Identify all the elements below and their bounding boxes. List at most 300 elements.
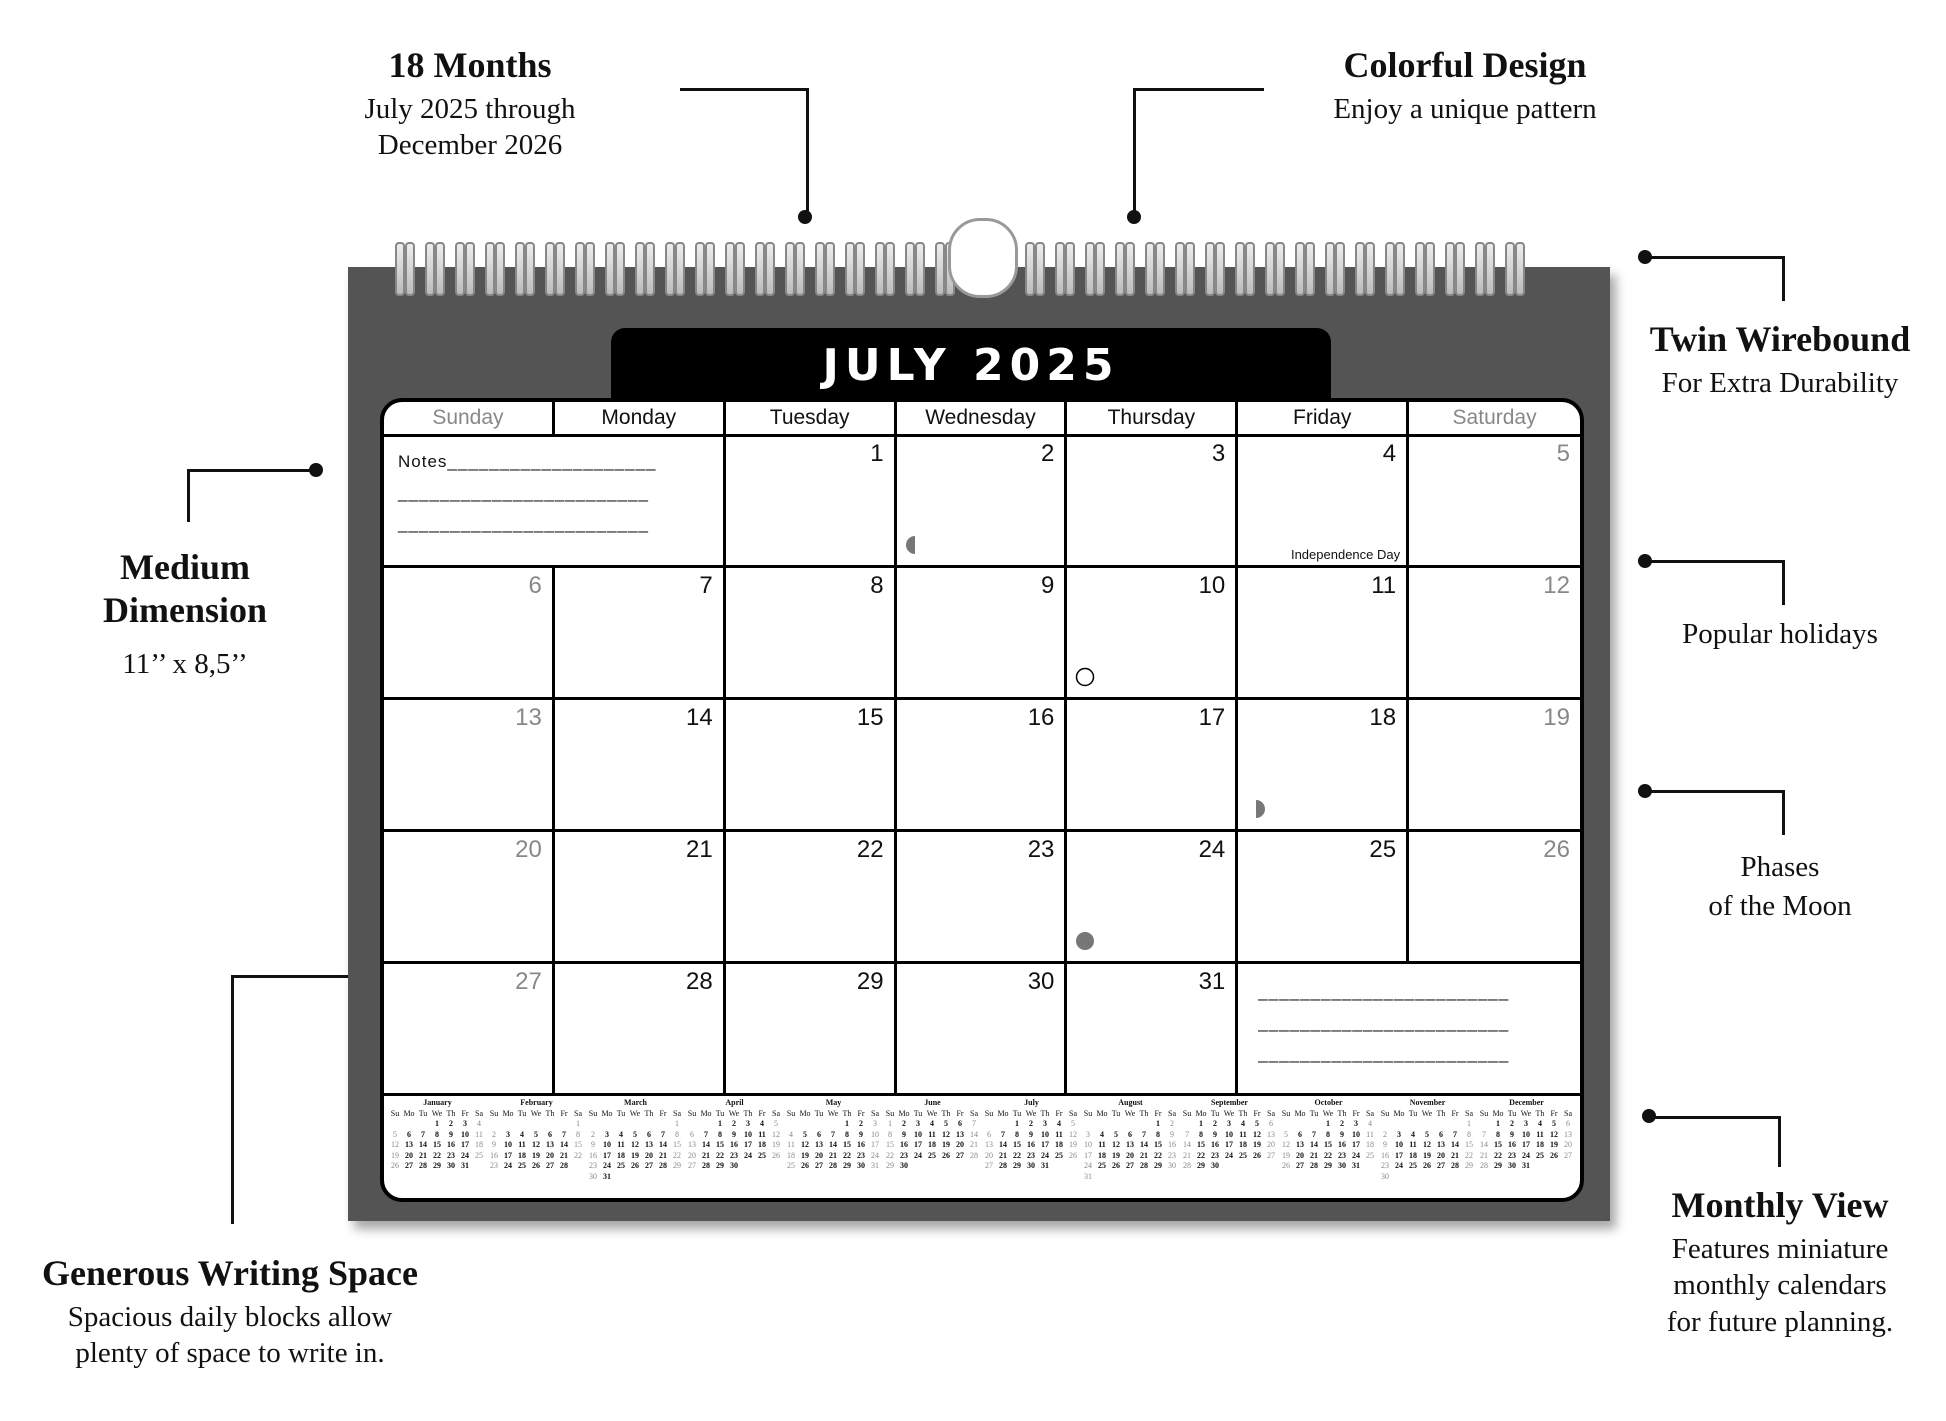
mini-day: 6 [407, 1129, 411, 1139]
mini-day: 9 [1213, 1129, 1217, 1139]
wire-coil [455, 242, 475, 294]
mini-day: 21 [999, 1150, 1007, 1160]
mini-weekday: We [827, 1108, 839, 1118]
mini-calendar-week [784, 1140, 883, 1151]
day-number: 2 [1041, 440, 1055, 467]
mini-day: 19 [942, 1140, 950, 1149]
mini-weekday: Su [1479, 1108, 1489, 1118]
wire-coil [905, 242, 925, 294]
day-number: 30 [1027, 968, 1055, 995]
mini-day [1406, 1119, 1420, 1130]
mini-weekday: We [629, 1108, 641, 1118]
mini-day: 18 [1055, 1140, 1063, 1149]
mini-day: 15 [574, 1140, 582, 1149]
mini-day [1547, 1161, 1561, 1172]
mini-calendar-week [586, 1130, 685, 1141]
mini-day: 4 [789, 1129, 793, 1139]
day-cell[interactable] [1067, 436, 1238, 568]
leader-line [1650, 1116, 1781, 1167]
wire-coil [605, 242, 625, 294]
mini-calendar-week [487, 1151, 586, 1162]
mini-day: 29 [1154, 1161, 1162, 1170]
mini-weekday: Mo [997, 1108, 1009, 1118]
mini-weekday: Su [390, 1108, 400, 1118]
mini-calendar-week [1081, 1130, 1180, 1141]
mini-day: 26 [772, 1150, 780, 1160]
mini-weekday: Th [1337, 1108, 1347, 1118]
mini-day: 6 [958, 1119, 962, 1128]
mini-day [925, 1161, 939, 1172]
mini-day: 13 [546, 1140, 554, 1149]
wire-coil [875, 242, 895, 294]
day-number: 18 [1369, 704, 1397, 731]
mini-day: 29 [1013, 1161, 1021, 1170]
day-cell[interactable] [1409, 436, 1580, 568]
mini-day: 15 [1324, 1140, 1332, 1149]
mini-calendar-month: June [924, 1098, 941, 1107]
mini-day: 1 [845, 1119, 849, 1128]
weekday-label: Wednesday [897, 402, 1068, 434]
mini-day: 25 [787, 1161, 795, 1170]
mini-day: 3 [873, 1119, 877, 1128]
day-cell[interactable] [1238, 436, 1409, 568]
wire-coil [575, 242, 595, 294]
mini-weekday: Tu [418, 1108, 428, 1118]
mini-weekday: We [530, 1108, 542, 1118]
mini-day: 2 [492, 1129, 496, 1139]
mini-day: 6 [548, 1129, 552, 1139]
mini-day: 14 [1310, 1140, 1318, 1149]
mini-calendar-week [784, 1130, 883, 1141]
mini-weekday: Mo [799, 1108, 811, 1118]
mini-day: 10 [504, 1140, 512, 1149]
mini-day: 18 [1239, 1140, 1247, 1149]
callout-subtitle: 11’’ x 8,5’’ [122, 648, 248, 681]
mini-day: 3 [1043, 1119, 1047, 1128]
mini-day: 13 [405, 1140, 413, 1149]
mini-calendar-weekdays [1477, 1109, 1576, 1120]
mini-weekday: Fr [857, 1108, 865, 1118]
mini-weekday: Su [786, 1108, 796, 1118]
mini-day: 26 [1112, 1161, 1120, 1170]
day-cell[interactable] [1409, 832, 1580, 964]
mini-calendar-weekdays [784, 1109, 883, 1120]
mini-weekday: Sa [475, 1108, 483, 1118]
mini-day [699, 1119, 713, 1130]
mini-calendar-week [1279, 1161, 1378, 1172]
mini-day: 20 [1437, 1150, 1445, 1160]
mini-calendar-week [487, 1140, 586, 1151]
mini-day: 25 [617, 1161, 625, 1170]
mini-weekday: Th [941, 1108, 951, 1118]
mini-day: 24 [1522, 1150, 1530, 1160]
day-cell[interactable] [555, 700, 726, 832]
mini-day: 6 [1566, 1119, 1570, 1128]
mini-day: 8 [888, 1129, 892, 1139]
mini-day: 22 [433, 1150, 441, 1160]
mini-calendar-week [1477, 1151, 1576, 1162]
mini-day [586, 1119, 600, 1130]
month-title: JULY 2025 [611, 328, 1331, 406]
mini-weekday: Mo [898, 1108, 910, 1118]
mini-day: 24 [871, 1150, 879, 1160]
mini-day: 1 [1015, 1119, 1019, 1128]
day-cell[interactable] [726, 832, 897, 964]
leader-line [680, 88, 809, 219]
mini-day: 1 [718, 1119, 722, 1128]
mini-weekday: We [431, 1108, 443, 1118]
mini-day: 31 [1352, 1161, 1360, 1170]
mini-day: 16 [1381, 1150, 1389, 1160]
mini-day: 31 [1041, 1161, 1049, 1170]
day-cell[interactable] [384, 568, 555, 700]
callout-subtitle: Phases of the Moon [1708, 851, 1852, 923]
mini-weekday: Su [885, 1108, 895, 1118]
day-cell[interactable] [726, 964, 897, 1096]
leader-dot [1127, 210, 1141, 224]
mini-day: 30 [1211, 1161, 1219, 1170]
mini-day: 22 [1324, 1150, 1332, 1160]
mini-day: 29 [1197, 1161, 1205, 1170]
mini-day: 12 [1069, 1129, 1077, 1139]
callout-subtitle: Enjoy a unique pattern [1333, 93, 1597, 126]
mini-day: 20 [956, 1140, 964, 1149]
mini-day: 17 [744, 1140, 752, 1149]
mini-day [826, 1119, 840, 1130]
weekday-label: Thursday [1067, 402, 1238, 434]
wire-coil [815, 242, 835, 294]
day-number: 10 [1198, 572, 1226, 599]
mini-day [784, 1119, 798, 1130]
mini-calendar [1180, 1098, 1279, 1196]
day-cell[interactable] [1409, 568, 1580, 700]
mini-calendar-week [1279, 1130, 1378, 1141]
mini-day: 12 [772, 1129, 780, 1139]
day-number: 22 [856, 836, 884, 863]
day-cell[interactable] [1067, 964, 1238, 1096]
mini-day: 3 [463, 1119, 467, 1128]
mini-calendar-weekdays [1180, 1109, 1279, 1120]
mini-day: 17 [1084, 1150, 1092, 1160]
mini-day [388, 1119, 402, 1130]
mini-day: 11 [1366, 1129, 1374, 1139]
mini-day: 13 [956, 1129, 964, 1139]
day-cell[interactable] [384, 700, 555, 832]
mini-day: 15 [716, 1140, 724, 1149]
mini-day: 12 [801, 1140, 809, 1149]
day-cell[interactable] [555, 964, 726, 1096]
mini-day: 16 [1168, 1140, 1176, 1149]
day-number: 9 [1041, 572, 1055, 599]
mini-day [939, 1161, 953, 1172]
day-cell[interactable] [897, 436, 1068, 568]
mini-day: 10 [744, 1129, 752, 1139]
mini-day [1123, 1172, 1137, 1183]
day-cell[interactable] [1238, 700, 1409, 832]
mini-day: 16 [857, 1140, 865, 1149]
mini-day: 8 [675, 1129, 679, 1139]
wire-coil [1475, 242, 1495, 294]
mini-day: 7 [421, 1129, 425, 1139]
mini-day: 1 [1199, 1119, 1203, 1128]
mini-day: 29 [1494, 1161, 1502, 1170]
mini-day: 27 [956, 1150, 964, 1160]
mini-day: 9 [1170, 1129, 1174, 1139]
callout-subtitle: Spacious daily blocks allow plenty of space to write in. [67, 1301, 393, 1370]
mini-day: 10 [1395, 1140, 1403, 1149]
mini-day: 6 [1128, 1129, 1132, 1139]
mini-weekday: Tu [1111, 1108, 1121, 1118]
mini-calendar-week [1477, 1140, 1576, 1151]
day-cell[interactable] [897, 832, 1068, 964]
day-cell[interactable] [384, 832, 555, 964]
callout-18-months [330, 44, 610, 164]
mini-day: 20 [1267, 1140, 1275, 1149]
day-number: 4 [1382, 440, 1397, 467]
mini-day: 13 [1564, 1129, 1572, 1139]
mini-calendar [1081, 1098, 1180, 1196]
mini-day: 25 [1239, 1150, 1247, 1160]
mini-calendar-month: September [1211, 1098, 1248, 1107]
day-cell[interactable] [555, 568, 726, 700]
mini-weekday: Th [446, 1108, 456, 1118]
mini-day [1137, 1119, 1151, 1130]
mini-day: 26 [532, 1161, 540, 1170]
mini-day: 6 [1269, 1119, 1273, 1128]
mini-day: 19 [801, 1150, 809, 1160]
callout-twin-wirebound [1630, 318, 1930, 401]
mini-day [1052, 1161, 1066, 1172]
mini-day [755, 1161, 769, 1172]
mini-day: 15 [673, 1140, 681, 1149]
mini-day: 22 [886, 1150, 894, 1160]
mini-day: 6 [647, 1129, 651, 1139]
mini-day: 23 [1508, 1150, 1516, 1160]
mini-day: 20 [688, 1150, 696, 1160]
mini-day: 13 [1267, 1129, 1275, 1139]
mini-day: 14 [1183, 1140, 1191, 1149]
mini-day: 7 [831, 1129, 835, 1139]
mini-day: 22 [574, 1150, 582, 1160]
mini-day: 4 [477, 1119, 481, 1128]
mini-calendar-weekdays [883, 1109, 982, 1120]
day-number: 26 [1543, 836, 1570, 863]
mini-day: 24 [1041, 1150, 1049, 1160]
mini-day [472, 1161, 486, 1172]
day-number: 8 [870, 572, 884, 599]
mini-day [798, 1119, 812, 1130]
leader-dot [1638, 554, 1652, 568]
month-grid [384, 436, 1580, 1096]
mini-day [1081, 1119, 1095, 1130]
mini-calendar-week [1081, 1161, 1180, 1172]
mini-day: 10 [1225, 1129, 1233, 1139]
weekday-header [384, 402, 1580, 437]
mini-weekday: Fr [956, 1108, 964, 1118]
mini-weekday: We [1223, 1108, 1235, 1118]
hanger-hook [948, 218, 1018, 298]
mini-day: 6 [1439, 1129, 1443, 1139]
mini-day: 16 [900, 1140, 908, 1149]
day-cell[interactable] [1238, 832, 1409, 964]
mini-day: 24 [1084, 1161, 1092, 1170]
mini-day: 10 [914, 1129, 922, 1139]
mini-weekday: Sa [1069, 1108, 1077, 1118]
wire-coil [725, 242, 745, 294]
mini-day: 7 [1482, 1129, 1486, 1139]
wire-coil [1295, 242, 1315, 294]
mini-day [1095, 1119, 1109, 1130]
mini-day: 28 [1183, 1161, 1191, 1170]
mini-day: 14 [970, 1129, 978, 1139]
mini-day: 20 [985, 1150, 993, 1160]
mini-day [642, 1119, 656, 1130]
mini-calendar-week [1081, 1119, 1180, 1130]
day-number: 14 [685, 704, 713, 731]
day-cell[interactable] [1067, 700, 1238, 832]
mini-calendar-week [982, 1161, 1081, 1172]
day-cell[interactable] [1238, 568, 1409, 700]
mini-weekday: Sa [1465, 1108, 1473, 1118]
mini-day [1420, 1172, 1434, 1183]
mini-day: 1 [1326, 1119, 1330, 1128]
mini-calendar-week [1477, 1130, 1576, 1141]
mini-day: 3 [1354, 1119, 1358, 1128]
mini-day: 21 [1310, 1150, 1318, 1160]
mini-day: 20 [645, 1150, 653, 1160]
day-cell[interactable] [726, 568, 897, 700]
mini-day: 1 [675, 1119, 679, 1128]
mini-calendar-month: April [725, 1098, 744, 1107]
mini-day: 9 [1510, 1129, 1514, 1139]
mini-day: 8 [1496, 1129, 1500, 1139]
mini-day: 2 [732, 1119, 736, 1128]
mini-day: 29 [716, 1161, 724, 1170]
day-cell[interactable] [1409, 700, 1580, 832]
day-cell[interactable] [1067, 832, 1238, 964]
mini-day: 20 [815, 1150, 823, 1160]
day-cell[interactable] [726, 700, 897, 832]
mini-day: 1 [435, 1119, 439, 1128]
mini-day: 5 [1425, 1129, 1429, 1139]
callout-subtitle: For Extra Durability [1661, 367, 1899, 400]
day-cell[interactable] [897, 700, 1068, 832]
mini-calendar-week [388, 1119, 487, 1130]
day-cell[interactable] [726, 436, 897, 568]
mini-day: 11 [1098, 1140, 1106, 1149]
mini-weekday: Tu [1507, 1108, 1517, 1118]
day-cell[interactable] [897, 964, 1068, 1096]
mini-day: 5 [534, 1129, 538, 1139]
mini-day: 21 [702, 1150, 710, 1160]
mini-weekday: Tu [1408, 1108, 1418, 1118]
mini-weekday: Sa [1564, 1108, 1572, 1118]
weekday-label: Saturday [1452, 406, 1537, 429]
day-number: 6 [528, 572, 542, 599]
mini-day: 15 [1154, 1140, 1162, 1149]
mini-weekday: Su [1281, 1108, 1291, 1118]
mini-calendar-weekdays [1378, 1109, 1477, 1120]
mini-day: 10 [1352, 1129, 1360, 1139]
mini-day: 18 [758, 1140, 766, 1149]
mini-day: 21 [1451, 1150, 1459, 1160]
mini-calendar-week [388, 1140, 487, 1151]
mini-day: 28 [1480, 1161, 1488, 1170]
mini-day [656, 1119, 670, 1130]
mini-day [1378, 1119, 1392, 1130]
mini-day: 20 [405, 1150, 413, 1160]
mini-calendar-week [982, 1119, 1081, 1130]
day-cell[interactable] [384, 964, 555, 1096]
mini-day: 17 [1041, 1140, 1049, 1149]
mini-day: 22 [716, 1150, 724, 1160]
mini-calendar-week [586, 1151, 685, 1162]
mini-day: 2 [449, 1119, 453, 1128]
notes-cell[interactable] [1238, 964, 1580, 1096]
day-number: 23 [1027, 836, 1055, 863]
mini-day: 2 [1510, 1119, 1514, 1128]
mini-day: 7 [1453, 1129, 1457, 1139]
mini-day: 12 [391, 1140, 399, 1149]
mini-weekday: Sa [673, 1108, 681, 1118]
mini-day: 28 [1310, 1161, 1318, 1170]
mini-calendar-week [685, 1151, 784, 1162]
mini-day [1533, 1161, 1547, 1172]
day-cell[interactable] [1067, 568, 1238, 700]
mini-day: 12 [942, 1129, 950, 1139]
mini-calendar-week [487, 1130, 586, 1141]
mini-day: 18 [475, 1140, 483, 1149]
mini-calendar-week [1378, 1140, 1477, 1151]
mini-day: 29 [433, 1161, 441, 1170]
mini-calendar-week [586, 1172, 685, 1183]
leader-line [1646, 560, 1785, 605]
mini-day: 24 [1352, 1150, 1360, 1160]
day-cell[interactable] [897, 568, 1068, 700]
mini-day: 28 [1451, 1161, 1459, 1170]
mini-calendar [487, 1098, 586, 1196]
mini-day [1095, 1172, 1109, 1183]
mini-day: 21 [1183, 1150, 1191, 1160]
mini-weekday: We [1025, 1108, 1037, 1118]
wire-coil [1385, 242, 1405, 294]
mini-day [543, 1119, 557, 1130]
mini-day: 27 [985, 1161, 993, 1170]
mini-weekday: Tu [1309, 1108, 1319, 1118]
day-cell[interactable] [555, 832, 726, 964]
weekday-label: Monday [555, 402, 726, 434]
mini-day: 28 [829, 1161, 837, 1170]
mini-calendar-week [1378, 1151, 1477, 1162]
mini-day [1165, 1172, 1179, 1183]
mini-day: 25 [475, 1150, 483, 1160]
mini-day: 6 [817, 1129, 821, 1139]
notes-cell[interactable] [384, 436, 726, 568]
mini-day: 16 [730, 1140, 738, 1149]
mini-weekday: We [1421, 1108, 1433, 1118]
mini-day: 25 [758, 1150, 766, 1160]
mini-day: 8 [1156, 1129, 1160, 1139]
last-quarter-icon [1246, 799, 1266, 819]
mini-day [769, 1161, 783, 1172]
mini-day: 8 [1015, 1129, 1019, 1139]
mini-day: 20 [1296, 1150, 1304, 1160]
mini-day [1462, 1172, 1476, 1183]
mini-calendar-week [1081, 1151, 1180, 1162]
wire-coil [425, 242, 445, 294]
mini-weekday: Tu [1012, 1108, 1022, 1118]
mini-weekday: Sa [1168, 1108, 1176, 1118]
